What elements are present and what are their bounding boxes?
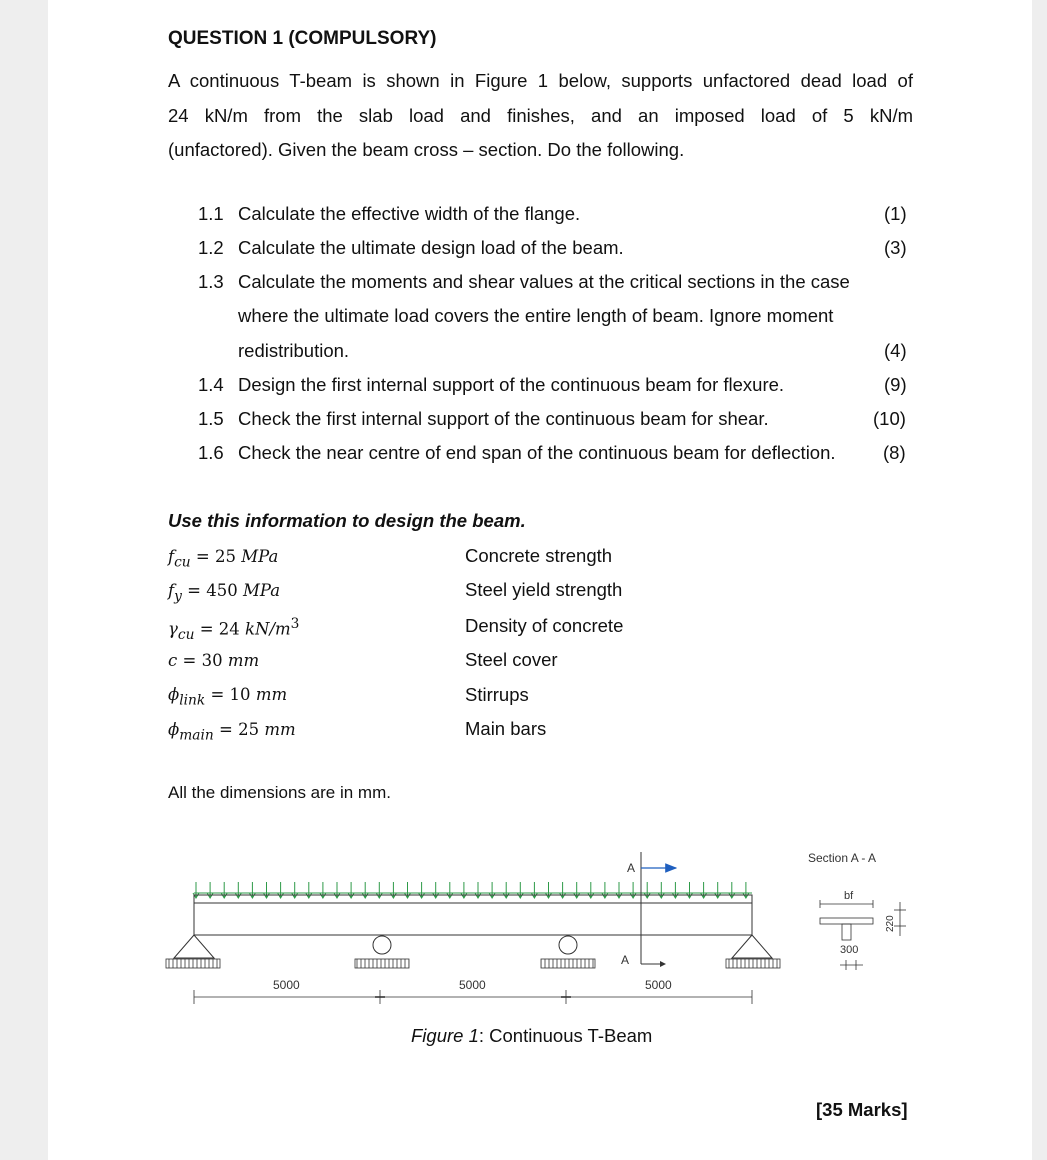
parameter-description: Steel cover — [465, 649, 558, 670]
load-arrow — [207, 882, 213, 898]
web-width-label: 300 — [840, 944, 859, 956]
parameter-description: Concrete strength — [465, 545, 613, 566]
beam-figure — [48, 840, 1032, 1020]
load-arrow — [602, 882, 608, 898]
question-title: QUESTION 1 (COMPULSORY) — [168, 28, 437, 49]
task-mark: (8) — [883, 442, 906, 463]
section-title: Section A - A — [808, 851, 877, 865]
parameter-description: Stirrups — [465, 684, 529, 705]
task-number: 1.5 — [198, 408, 224, 429]
load-arrow — [362, 882, 368, 898]
total-marks: [35 Marks] — [816, 1099, 908, 1120]
task-number: 1.2 — [198, 237, 224, 258]
distributed-load — [193, 882, 752, 898]
parameter-description: Density of concrete — [465, 615, 624, 636]
parameter-description: Steel yield strength — [465, 579, 623, 600]
parameter-symbol: $f_y = 450$ MPa — [168, 581, 281, 605]
dimensions-note: All the dimensions are in mm. — [168, 783, 391, 802]
intro-line: (unfactored). Given the beam cross – section. Do the following. — [168, 139, 685, 160]
load-arrow — [701, 882, 707, 898]
load-arrow — [729, 882, 735, 898]
parameter-symbol: c = 30 mm — [168, 651, 260, 670]
pin-support-right — [726, 935, 780, 968]
load-arrow — [644, 882, 650, 898]
intro-line: 24 kN/m from the slab load and finishes, and an imposed load of 5 kN/m — [168, 104, 913, 126]
load-arrow — [292, 882, 298, 898]
intro-line: A continuous T-beam is shown in Figure 1 below, supports unfactored dead load of — [168, 70, 913, 91]
task-number: 1.4 — [198, 374, 224, 395]
load-arrow — [503, 882, 509, 898]
load-arrow — [743, 882, 749, 898]
depth-label: 220 — [885, 915, 896, 932]
beam-web — [194, 903, 752, 935]
task-mark: (4) — [884, 340, 907, 361]
task-text: Calculate the ultimate design load of the beam. — [238, 237, 624, 258]
beam-flange — [194, 895, 752, 903]
load-arrow — [419, 882, 425, 898]
task-text: redistribution. — [238, 340, 350, 361]
load-arrow — [334, 882, 340, 898]
load-arrow — [630, 882, 636, 898]
parameter-symbol: $\gamma_{cu} = 24$ $kN/m^3$ — [168, 616, 300, 643]
load-arrow — [461, 882, 467, 898]
load-arrow — [278, 882, 284, 898]
load-arrow — [560, 882, 566, 898]
task-text: Calculate the effective width of the flange. — [238, 203, 581, 224]
load-arrow — [264, 882, 270, 898]
load-arrow — [546, 882, 552, 898]
load-arrow — [235, 882, 241, 898]
document-page — [48, 0, 1032, 1160]
task-text: Calculate the moments and shear values at the critical sections in the case — [238, 271, 850, 292]
load-arrow — [320, 882, 326, 898]
task-mark: (9) — [884, 374, 907, 395]
load-arrow — [588, 882, 594, 898]
load-arrow — [489, 882, 495, 898]
task-mark: (10) — [873, 408, 906, 429]
task-mark: (1) — [884, 203, 907, 224]
roller-support-1 — [355, 936, 409, 968]
load-arrow — [433, 882, 439, 898]
load-arrow — [390, 882, 396, 898]
section-label-bottom: A — [621, 953, 630, 967]
load-arrow — [672, 882, 678, 898]
load-arrow — [574, 882, 580, 898]
parameter-symbol: $f_{cu} = 25$ MPa — [168, 547, 279, 571]
task-number: 1.3 — [198, 271, 224, 292]
roller-support-2 — [541, 936, 595, 968]
load-arrow — [376, 882, 382, 898]
flange-width-label: bf — [844, 890, 854, 902]
parameter-description: Main bars — [465, 718, 547, 739]
load-arrow — [616, 882, 622, 898]
load-arrow — [517, 882, 523, 898]
task-mark: (3) — [884, 237, 907, 258]
load-arrow — [531, 882, 537, 898]
load-arrow — [687, 882, 693, 898]
load-arrow — [658, 882, 664, 898]
load-arrow — [306, 882, 312, 898]
load-arrow — [221, 882, 227, 898]
task-number: 1.1 — [198, 203, 224, 224]
design-info-heading: Use this information to design the beam. — [168, 510, 526, 531]
span-label: 5000 — [459, 978, 486, 992]
load-arrow — [405, 882, 411, 898]
load-arrow — [447, 882, 453, 898]
load-arrow — [249, 882, 255, 898]
pin-support-left — [166, 935, 220, 968]
task-text: Design the first internal support of the continuous beam for flexure. — [238, 374, 785, 395]
load-arrow — [348, 882, 354, 898]
span-label: 5000 — [273, 978, 300, 992]
section-cut-line — [641, 852, 676, 967]
section-label-top: A — [627, 861, 636, 875]
task-text: Check the first internal support of the continuous beam for shear. — [238, 408, 769, 429]
parameter-symbol: $\phi_{main} = 25$ mm — [168, 720, 296, 744]
question-intro — [168, 64, 913, 168]
parameter-symbol: $\phi_{link} = 10$ mm — [168, 685, 288, 709]
task-number: 1.6 — [198, 442, 224, 463]
t-section-detail — [820, 900, 906, 970]
figure-caption: Figure 1: Continuous T-Beam — [411, 1025, 653, 1046]
load-arrow — [475, 882, 481, 898]
dimension-line — [194, 990, 752, 1004]
task-text: Check the near centre of end span of the continuous beam for deflection. — [238, 442, 836, 463]
load-arrow — [715, 882, 721, 898]
task-text: where the ultimate load covers the entire length of beam. Ignore moment — [238, 305, 834, 326]
span-label: 5000 — [645, 978, 672, 992]
